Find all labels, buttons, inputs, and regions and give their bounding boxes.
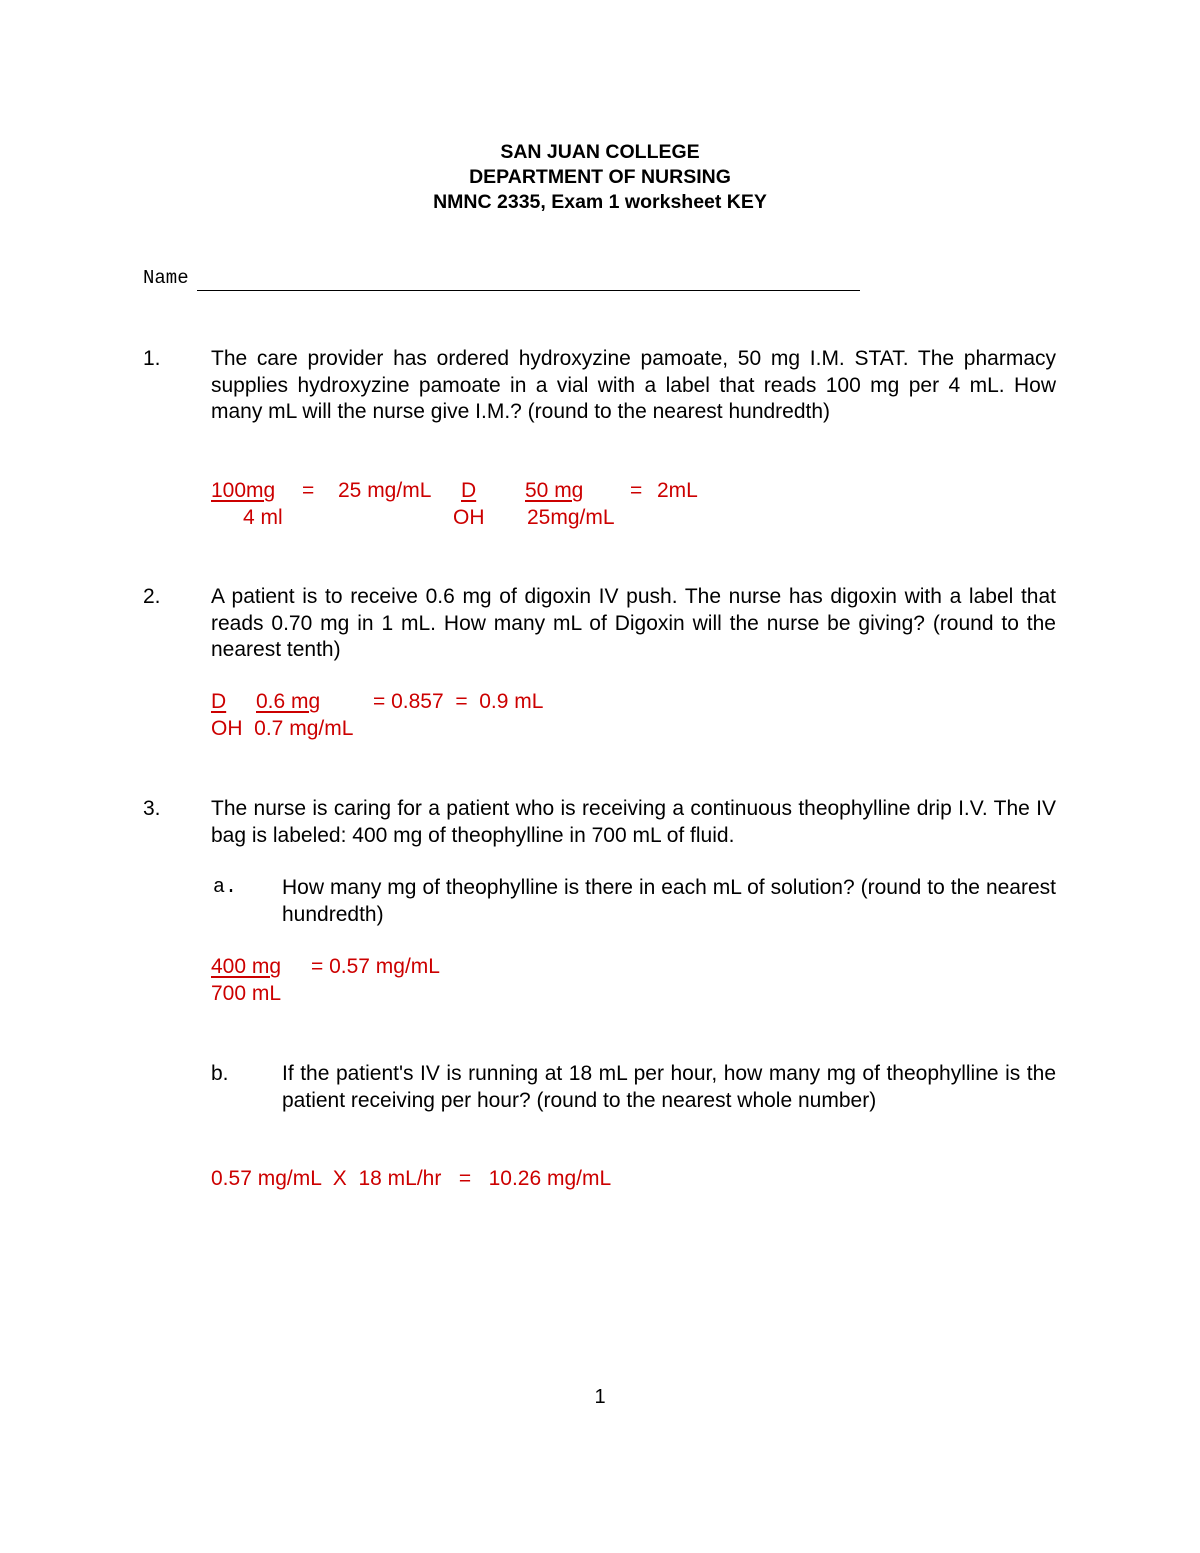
page-number: 1 xyxy=(594,1386,606,1408)
q1-answer-dose-label: D xyxy=(461,479,477,502)
q1-answer-concentration: 25 mg/mL xyxy=(338,479,432,502)
q2-answer-dose-label: D xyxy=(211,690,227,713)
question-3a-label: a. xyxy=(213,876,238,899)
question-3-text: The nurse is caring for a patient who is receiving a continuous theophylline drip I.V. The IV bag is labeled: 400 mg of theophylline in 700 mL of fluid. xyxy=(211,797,1056,847)
name-field[interactable] xyxy=(197,290,860,291)
q1-answer-onhand-value: 25mg/mL xyxy=(527,506,615,529)
question-3-number: 3. xyxy=(143,797,161,820)
q2-answer-result: = 0.857 = 0.9 mL xyxy=(373,690,544,713)
q3a-answer-numerator: 400 mg xyxy=(211,955,282,978)
worksheet-title: NMNC 2335, Exam 1 worksheet KEY xyxy=(433,191,767,213)
q2-answer-dose-value: 0.6 mg xyxy=(256,690,321,713)
question-3b-label: b. xyxy=(211,1062,229,1085)
question-2-number: 2. xyxy=(143,585,161,608)
name-label: Name xyxy=(143,267,189,289)
question-1-number: 1. xyxy=(143,347,161,370)
q3a-answer-denominator: 700 mL xyxy=(211,982,282,1005)
q1-answer-denominator-1: 4 ml xyxy=(243,506,283,529)
department-title: DEPARTMENT OF NURSING xyxy=(469,166,731,188)
college-title: SAN JUAN COLLEGE xyxy=(500,141,700,163)
q1-answer-equals-1: = xyxy=(302,479,315,502)
question-1-text: The care provider has ordered hydroxyzine pamoate, 50 mg I.M. STAT. The pharmacy supplies hydroxyzine pamoate in a vial with a label that reads 100 mg per 4 mL. How many mL will the nurse give I.M.? (round to the nearest hundredth) xyxy=(211,347,1056,423)
q2-answer-onhand: OH 0.7 mg/mL xyxy=(211,717,354,740)
q1-answer-numerator-1: 100mg xyxy=(211,479,276,502)
question-3b-text: If the patient's IV is running at 18 mL per hour, how many mg of theophylline is the patient receiving per hour? (round to the nearest whole number) xyxy=(282,1062,1056,1112)
q1-answer-result: 2mL xyxy=(657,479,698,502)
question-3a-text: How many mg of theophylline is there in each mL of solution? (round to the nearest hundredth) xyxy=(282,876,1056,926)
q1-answer-dose-value: 50 mg xyxy=(525,479,584,502)
q1-answer-onhand-label: OH xyxy=(453,506,485,529)
q3a-answer-result: = 0.57 mg/mL xyxy=(311,955,440,978)
q3b-answer: 0.57 mg/mL X 18 mL/hr = 10.26 mg/mL xyxy=(211,1167,612,1190)
question-2-text: A patient is to receive 0.6 mg of digoxin IV push. The nurse has digoxin with a label that reads 0.70 mg in 1 mL. How many mL of Digoxin will the nurse be giving? (round to the nearest tenth) xyxy=(211,585,1056,661)
q1-answer-equals-2: = xyxy=(630,479,643,502)
